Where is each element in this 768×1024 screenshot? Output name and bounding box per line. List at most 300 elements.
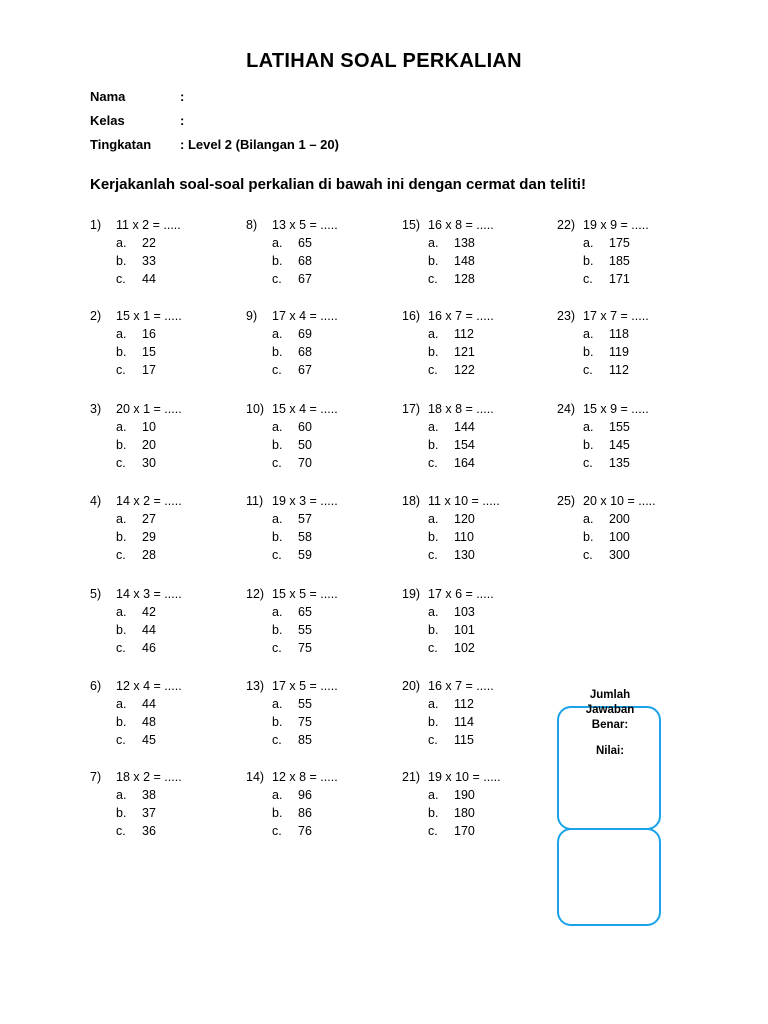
option-letter: c. — [116, 363, 126, 377]
answer-option[interactable] — [90, 343, 260, 361]
option-value: 45 — [142, 733, 156, 747]
question-text: 15 x 5 = ..... — [272, 587, 338, 601]
option-letter: b. — [428, 530, 439, 544]
option-letter: c. — [583, 363, 593, 377]
option-letter: a. — [272, 697, 283, 711]
option-letter: a. — [428, 420, 439, 434]
answer-option[interactable] — [90, 418, 260, 436]
question-head — [402, 585, 572, 603]
answer-option[interactable] — [90, 528, 260, 546]
question-number: 3) — [90, 402, 102, 416]
question-text: 11 x 2 = ..... — [116, 218, 181, 232]
option-letter: c. — [116, 733, 126, 747]
option-letter: c. — [116, 272, 126, 286]
answer-option[interactable] — [557, 510, 727, 528]
answer-option[interactable] — [246, 325, 416, 343]
question-text: 17 x 4 = ..... — [272, 309, 338, 323]
option-letter: b. — [272, 530, 283, 544]
question-number: 12) — [246, 587, 265, 601]
question-number: 25) — [557, 494, 576, 508]
answer-option[interactable] — [402, 510, 572, 528]
answer-option[interactable] — [246, 713, 416, 731]
option-letter: c. — [272, 641, 282, 655]
question-text: 14 x 2 = ..... — [116, 494, 182, 508]
option-value: 50 — [298, 438, 312, 452]
option-value: 60 — [298, 420, 312, 434]
option-letter: c. — [272, 548, 282, 562]
question-head — [557, 307, 727, 325]
question-head — [402, 768, 572, 786]
answer-option[interactable] — [90, 786, 260, 804]
question-head — [246, 768, 416, 786]
answer-option[interactable] — [557, 436, 727, 454]
option-value: 68 — [298, 254, 312, 268]
option-letter: a. — [116, 605, 127, 619]
option-value: 300 — [609, 548, 630, 562]
question-head — [557, 400, 727, 418]
answer-option[interactable] — [402, 252, 572, 270]
option-value: 102 — [454, 641, 475, 655]
option-value: 122 — [454, 363, 475, 377]
answer-option[interactable] — [246, 695, 416, 713]
answer-option[interactable] — [90, 454, 260, 472]
question-number: 17) — [402, 402, 421, 416]
answer-option[interactable] — [402, 454, 572, 472]
option-value: 42 — [142, 605, 156, 619]
answer-option[interactable] — [90, 234, 260, 252]
option-letter: a. — [272, 788, 283, 802]
question-text: 13 x 5 = ..... — [272, 218, 338, 232]
option-value: 185 — [609, 254, 630, 268]
option-value: 55 — [298, 697, 312, 711]
option-value: 17 — [142, 363, 156, 377]
option-letter: a. — [116, 788, 127, 802]
answer-option[interactable] — [557, 528, 727, 546]
question-number: 22) — [557, 218, 576, 232]
option-letter: b. — [116, 530, 127, 544]
option-value: 46 — [142, 641, 156, 655]
option-value: 37 — [142, 806, 156, 820]
answer-option[interactable] — [246, 454, 416, 472]
option-letter: b. — [583, 345, 594, 359]
answer-option[interactable] — [90, 325, 260, 343]
option-letter: c. — [428, 733, 438, 747]
answer-option[interactable] — [90, 252, 260, 270]
answer-option[interactable] — [246, 343, 416, 361]
answer-option[interactable] — [557, 234, 727, 252]
question-number: 15) — [402, 218, 421, 232]
question-text: 16 x 8 = ..... — [428, 218, 494, 232]
question-number: 10) — [246, 402, 265, 416]
answer-option[interactable] — [557, 325, 727, 343]
option-letter: b. — [116, 345, 127, 359]
answer-option[interactable] — [402, 343, 572, 361]
kelas-value: : — [180, 113, 185, 128]
option-letter: a. — [116, 236, 127, 250]
option-value: 155 — [609, 420, 630, 434]
answer-option[interactable] — [90, 546, 260, 564]
answer-option[interactable] — [557, 270, 727, 288]
instruction-text: Kerjakanlah soal-soal perkalian di bawah ini dengan cermat dan teliti! — [90, 176, 586, 193]
option-letter: b. — [116, 254, 127, 268]
option-value: 200 — [609, 512, 630, 526]
option-letter: a. — [428, 697, 439, 711]
question-head — [557, 216, 727, 234]
answer-option[interactable] — [402, 822, 572, 840]
option-letter: b. — [272, 715, 283, 729]
option-value: 120 — [454, 512, 475, 526]
question-head — [402, 307, 572, 325]
option-letter: b. — [272, 345, 283, 359]
option-value: 44 — [142, 272, 156, 286]
question-item — [402, 307, 572, 379]
option-letter: c. — [272, 363, 282, 377]
option-letter: c. — [428, 456, 438, 470]
question-text: 17 x 7 = ..... — [583, 309, 649, 323]
answer-option[interactable] — [246, 528, 416, 546]
option-value: 76 — [298, 824, 312, 838]
question-item — [557, 307, 727, 379]
option-value: 135 — [609, 456, 630, 470]
question-number: 7) — [90, 770, 102, 784]
question-head — [90, 307, 260, 325]
option-value: 110 — [454, 530, 474, 544]
nilai-box[interactable] — [557, 828, 661, 926]
option-letter: b. — [116, 715, 127, 729]
answer-option[interactable] — [246, 361, 416, 379]
question-text: 18 x 2 = ..... — [116, 770, 182, 784]
question-text: 19 x 10 = ..... — [428, 770, 501, 784]
answer-option[interactable] — [246, 546, 416, 564]
option-letter: b. — [116, 806, 127, 820]
option-value: 103 — [454, 605, 475, 619]
option-value: 190 — [454, 788, 475, 802]
option-letter: b. — [583, 530, 594, 544]
option-value: 118 — [609, 327, 629, 341]
question-number: 24) — [557, 402, 576, 416]
answer-option[interactable] — [90, 695, 260, 713]
answer-option[interactable] — [402, 528, 572, 546]
option-letter: b. — [272, 254, 283, 268]
jumlah-label-line2: Jawaban — [585, 704, 635, 716]
option-value: 69 — [298, 327, 312, 341]
option-letter: a. — [272, 420, 283, 434]
answer-option[interactable] — [557, 418, 727, 436]
answer-option[interactable] — [402, 436, 572, 454]
option-value: 175 — [609, 236, 630, 250]
question-head — [90, 400, 260, 418]
option-letter: a. — [116, 697, 127, 711]
question-head — [246, 585, 416, 603]
option-letter: a. — [583, 512, 594, 526]
option-letter: a. — [583, 327, 594, 341]
answer-option[interactable] — [90, 804, 260, 822]
question-item — [246, 585, 416, 657]
question-head — [402, 216, 572, 234]
answer-option[interactable] — [90, 713, 260, 731]
option-value: 145 — [609, 438, 630, 452]
option-letter: a. — [583, 236, 594, 250]
option-letter: c. — [116, 456, 126, 470]
option-letter: a. — [116, 327, 127, 341]
question-number: 4) — [90, 494, 102, 508]
option-letter: a. — [428, 788, 439, 802]
question-number: 16) — [402, 309, 421, 323]
question-text: 15 x 9 = ..... — [583, 402, 649, 416]
question-head — [402, 492, 572, 510]
option-letter: c. — [428, 824, 438, 838]
answer-option[interactable] — [557, 343, 727, 361]
answer-option[interactable] — [557, 454, 727, 472]
option-value: 67 — [298, 363, 312, 377]
question-number: 20) — [402, 679, 421, 693]
option-letter: a. — [583, 420, 594, 434]
question-text: 16 x 7 = ..... — [428, 679, 494, 693]
question-item — [246, 400, 416, 472]
answer-option[interactable] — [402, 804, 572, 822]
answer-option[interactable] — [402, 270, 572, 288]
question-head — [246, 400, 416, 418]
option-value: 57 — [298, 512, 312, 526]
answer-option[interactable] — [246, 418, 416, 436]
option-letter: b. — [272, 623, 283, 637]
answer-option[interactable] — [402, 786, 572, 804]
answer-option[interactable] — [402, 418, 572, 436]
option-value: 16 — [142, 327, 156, 341]
option-letter: a. — [428, 236, 439, 250]
question-head — [90, 677, 260, 695]
question-head — [90, 585, 260, 603]
option-letter: c. — [272, 824, 282, 838]
question-number: 8) — [246, 218, 258, 232]
jumlah-label-line1: Jumlah — [589, 689, 631, 701]
question-item — [246, 768, 416, 840]
question-text: 18 x 8 = ..... — [428, 402, 494, 416]
answer-option[interactable] — [246, 804, 416, 822]
option-value: 38 — [142, 788, 156, 802]
option-value: 144 — [454, 420, 475, 434]
answer-option[interactable] — [402, 603, 572, 621]
kelas-label: Kelas — [90, 113, 125, 128]
option-value: 20 — [142, 438, 156, 452]
question-text: 15 x 4 = ..... — [272, 402, 338, 416]
question-item — [90, 492, 260, 564]
option-letter: b. — [116, 623, 127, 637]
nilai-label: Nilai: — [595, 745, 625, 757]
option-value: 114 — [454, 715, 474, 729]
question-number: 6) — [90, 679, 102, 693]
question-item — [557, 216, 727, 288]
option-value: 119 — [609, 345, 629, 359]
option-letter: b. — [272, 438, 283, 452]
question-text: 11 x 10 = ..... — [428, 494, 500, 508]
answer-option[interactable] — [246, 270, 416, 288]
option-letter: a. — [116, 512, 127, 526]
option-value: 128 — [454, 272, 475, 286]
answer-option[interactable] — [402, 325, 572, 343]
answer-option[interactable] — [402, 621, 572, 639]
score-label — [540, 688, 680, 759]
answer-option[interactable] — [402, 361, 572, 379]
option-letter: c. — [272, 733, 282, 747]
option-value: 28 — [142, 548, 156, 562]
option-value: 171 — [609, 272, 630, 286]
question-item — [246, 492, 416, 564]
question-number: 23) — [557, 309, 576, 323]
option-value: 180 — [454, 806, 475, 820]
option-value: 100 — [609, 530, 630, 544]
option-value: 33 — [142, 254, 156, 268]
answer-option[interactable] — [90, 603, 260, 621]
answer-option[interactable] — [557, 546, 727, 564]
option-value: 44 — [142, 697, 156, 711]
option-letter: a. — [272, 605, 283, 619]
answer-option[interactable] — [557, 252, 727, 270]
question-head — [90, 216, 260, 234]
option-value: 164 — [454, 456, 475, 470]
answer-option[interactable] — [402, 234, 572, 252]
question-text: 19 x 3 = ..... — [272, 494, 338, 508]
answer-option[interactable] — [246, 621, 416, 639]
option-value: 148 — [454, 254, 475, 268]
option-value: 101 — [454, 623, 475, 637]
option-value: 112 — [609, 363, 629, 377]
question-number: 1) — [90, 218, 102, 232]
option-letter: b. — [272, 806, 283, 820]
option-value: 70 — [298, 456, 312, 470]
answer-option[interactable] — [402, 639, 572, 657]
option-value: 27 — [142, 512, 156, 526]
option-value: 10 — [142, 420, 156, 434]
question-text: 16 x 7 = ..... — [428, 309, 494, 323]
option-value: 85 — [298, 733, 312, 747]
answer-option[interactable] — [246, 510, 416, 528]
option-letter: b. — [428, 438, 439, 452]
answer-option[interactable] — [246, 603, 416, 621]
answer-option[interactable] — [246, 786, 416, 804]
answer-option[interactable] — [557, 361, 727, 379]
option-value: 65 — [298, 236, 312, 250]
option-letter: a. — [272, 512, 283, 526]
option-letter: b. — [428, 345, 439, 359]
question-number: 21) — [402, 770, 421, 784]
question-number: 18) — [402, 494, 421, 508]
question-head — [557, 492, 727, 510]
option-value: 30 — [142, 456, 156, 470]
answer-option[interactable] — [90, 731, 260, 749]
answer-option[interactable] — [246, 731, 416, 749]
jumlah-label-line3: Benar: — [591, 719, 629, 731]
option-letter: c. — [428, 548, 438, 562]
option-letter: b. — [583, 438, 594, 452]
question-head — [246, 307, 416, 325]
question-number: 14) — [246, 770, 265, 784]
answer-option[interactable] — [246, 822, 416, 840]
option-letter: c. — [428, 272, 438, 286]
tingkatan-value: : Level 2 (Bilangan 1 – 20) — [180, 137, 339, 152]
question-item — [246, 307, 416, 379]
question-number: 13) — [246, 679, 265, 693]
question-item — [246, 216, 416, 288]
option-value: 121 — [454, 345, 475, 359]
answer-option[interactable] — [246, 639, 416, 657]
option-value: 138 — [454, 236, 475, 250]
tingkatan-label: Tingkatan — [90, 137, 152, 152]
question-item — [402, 585, 572, 657]
answer-option[interactable] — [90, 510, 260, 528]
nama-label: Nama — [90, 89, 126, 104]
answer-option[interactable] — [90, 270, 260, 288]
answer-option[interactable] — [90, 436, 260, 454]
question-item — [557, 400, 727, 472]
option-value: 130 — [454, 548, 475, 562]
option-value: 112 — [454, 697, 474, 711]
option-value: 68 — [298, 345, 312, 359]
question-text: 20 x 10 = ..... — [583, 494, 656, 508]
option-value: 36 — [142, 824, 156, 838]
answer-option[interactable] — [90, 822, 260, 840]
question-item — [90, 677, 260, 749]
option-letter: c. — [116, 824, 126, 838]
nama-value: : — [180, 89, 185, 104]
option-letter: c. — [272, 272, 282, 286]
answer-option[interactable] — [90, 361, 260, 379]
option-value: 44 — [142, 623, 156, 637]
answer-option[interactable] — [246, 252, 416, 270]
question-number: 11) — [246, 494, 264, 508]
question-item — [90, 307, 260, 379]
option-value: 75 — [298, 715, 312, 729]
question-head — [246, 677, 416, 695]
option-letter: b. — [428, 254, 439, 268]
option-letter: b. — [428, 715, 439, 729]
question-item — [557, 492, 727, 564]
answer-option[interactable] — [402, 546, 572, 564]
answer-option[interactable] — [90, 621, 260, 639]
question-number: 19) — [402, 587, 421, 601]
question-item — [402, 768, 572, 840]
question-item — [90, 216, 260, 288]
question-text: 12 x 8 = ..... — [272, 770, 338, 784]
option-letter: c. — [116, 641, 126, 655]
option-letter: c. — [583, 272, 593, 286]
question-head — [246, 216, 416, 234]
option-letter: a. — [116, 420, 127, 434]
answer-option[interactable] — [246, 234, 416, 252]
question-text: 12 x 4 = ..... — [116, 679, 182, 693]
option-letter: b. — [428, 806, 439, 820]
option-value: 86 — [298, 806, 312, 820]
question-text: 17 x 6 = ..... — [428, 587, 494, 601]
option-value: 55 — [298, 623, 312, 637]
page-title: LATIHAN SOAL PERKALIAN — [246, 50, 522, 72]
answer-option[interactable] — [90, 639, 260, 657]
question-text: 14 x 3 = ..... — [116, 587, 182, 601]
option-value: 170 — [454, 824, 475, 838]
option-value: 58 — [298, 530, 312, 544]
question-head — [90, 768, 260, 786]
option-value: 48 — [142, 715, 156, 729]
answer-option[interactable] — [246, 436, 416, 454]
question-item — [90, 585, 260, 657]
question-number: 2) — [90, 309, 102, 323]
option-letter: c. — [583, 456, 593, 470]
option-letter: a. — [428, 512, 439, 526]
question-item — [90, 400, 260, 472]
option-value: 65 — [298, 605, 312, 619]
question-item — [402, 216, 572, 288]
option-letter: a. — [428, 605, 439, 619]
